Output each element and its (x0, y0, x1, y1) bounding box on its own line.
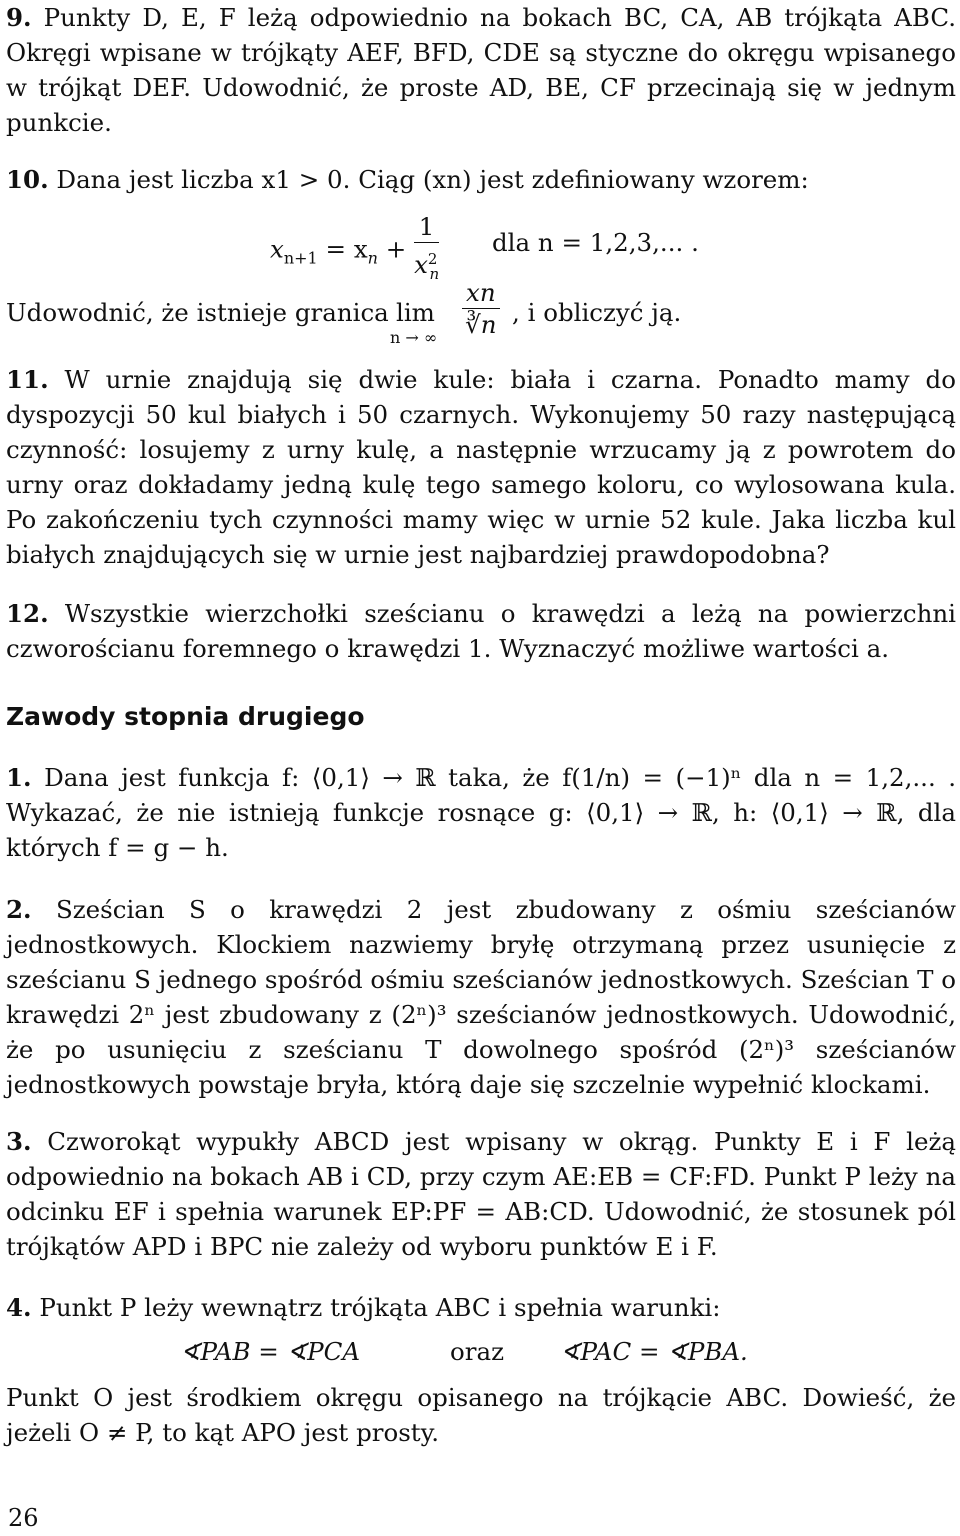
recurrence-formula: $x_{n+1} = x_n$ + $\frac{1}{x^2_n}$ (270, 212, 439, 290)
problem-text: Punkt O jest środkiem okręgu opisanego na trójkącie ABC. Dowieść, że jeżeli O ≠ P, to kąt APO jest prosty. (6, 1383, 956, 1447)
lim-subscript: n → ∞ (390, 328, 438, 347)
problem-11 (6, 362, 956, 572)
round2-problem-1 (6, 760, 956, 865)
section-title: Zawody stopnia drugiego (6, 702, 365, 731)
problem-text: W urnie znajdują się dwie kule: biała i czarna. Ponadto mamy do dyspozycji 50 kul białych i 50 czarnych. Wykonujemy 50 razy następującą czynność: losujemy z urny kulę, a następnie wrzucamy ją z powrotem do urny oraz dokładamy jedną kulę tego samego koloru, co wylosowana kula. Po zakończeniu tych czynności mamy więc w urnie 52 kule. Jaka liczba kul białych znajdujących się w urnie jest najbardziej prawdopodobna? (6, 365, 956, 569)
condition-join: oraz (450, 1337, 504, 1366)
problem-number: 4. (6, 1293, 32, 1322)
problem-text: Punkt P leży wewnątrz trójkąta ABC i spełnia warunki: (39, 1293, 721, 1322)
problem-number: 11. (6, 365, 49, 394)
problem-number: 3. (6, 1127, 32, 1156)
fraction: $\frac{1}{x^2_n}$ (414, 212, 440, 284)
problem-9 (6, 0, 956, 140)
limit-intro: Udowodnić, że istnieje granica (6, 298, 389, 327)
problem-number: 2. (6, 895, 32, 924)
problem-number: 9. (6, 3, 32, 32)
problem-text: Czworokąt wypukły ABCD jest wpisany w okrąg. Punkty E i F leżą odpowiednio na bokach AB i CD, przy czym AE:EB = CF:FD. Punkt P leży na odcinku EF i spełnia warunek EP:PF = AB:CD. Udowodnić, że stosunek pól trójkątów APD i BPC nie zależy od wyboru punktów E i F. (6, 1127, 956, 1261)
problem-number: 1. (6, 763, 32, 792)
problem-text: Wszystkie wierzchołki sześcianu o krawędzi a leżą na powierzchni czworościanu foremnego o krawędzi 1. Wyznaczyć możliwe wartości a. (6, 599, 956, 663)
angle-condition-1: ∢PAB = ∢PCA (180, 1337, 361, 1366)
limit-fraction: $\frac{xn}{∛n}$ (462, 278, 500, 341)
lim-word: lim (396, 298, 435, 327)
problem-12 (6, 596, 956, 666)
problem-number: 10. (6, 165, 49, 194)
limit-tail: , i obliczyć ją. (512, 298, 682, 327)
problem-text: Punkty D, E, F leżą odpowiednio na bokach BC, CA, AB trójkąta ABC. Okręgi wpisane w trójkąty AEF, BFD, CDE są styczne do okręgu wpisanego w trójkąt DEF. Udowodnić, że proste AD, BE, CF przecinają się w jednym punkcie. (6, 3, 956, 137)
round2-problem-4-text (6, 1380, 956, 1450)
round2-problem-2 (6, 892, 956, 1102)
problem-number: 12. (6, 599, 49, 628)
page-number: 26 (8, 1504, 39, 1532)
problem-text: Dana jest liczba x1 > 0. Ciąg (xn) jest zdefiniowany wzorem: (56, 165, 809, 194)
problem-10 (6, 162, 956, 197)
angle-condition-2: ∢PAC = ∢PBA. (560, 1337, 748, 1366)
round2-problem-3 (6, 1124, 956, 1264)
recurrence-condition: dla n = 1,2,3,... . (492, 228, 699, 257)
round2-problem-4-intro (6, 1290, 956, 1325)
problem-text: Dana jest funkcja f: ⟨0,1⟩ → ℝ taka, że f(1/n) = (−1)ⁿ dla n = 1,2,... . Wykazać, że nie istnieją funkcje rosnące g: ⟨0,1⟩ → ℝ, h: ⟨0,1⟩ → ℝ, dla których f = g − h. (6, 763, 957, 862)
problem-text: Sześcian S o krawędzi 2 jest zbudowany z ośmiu sześcianów jednostkowych. Klockiem nazwiemy bryłę otrzymaną przez usunięcie z sześcianu S jednego spośród ośmiu sześcianów jednostkowych. Sześcian T o krawędzi 2ⁿ jest zbudowany z (2ⁿ)³ sześcianów jednostkowych. Udowodnić, że po usunięciu z sześcianu T dowolnego spośród (2ⁿ)³ sześcianów jednostkowych powstaje bryła, którą daje się szczelnie wypełnić klockami. (6, 895, 956, 1099)
